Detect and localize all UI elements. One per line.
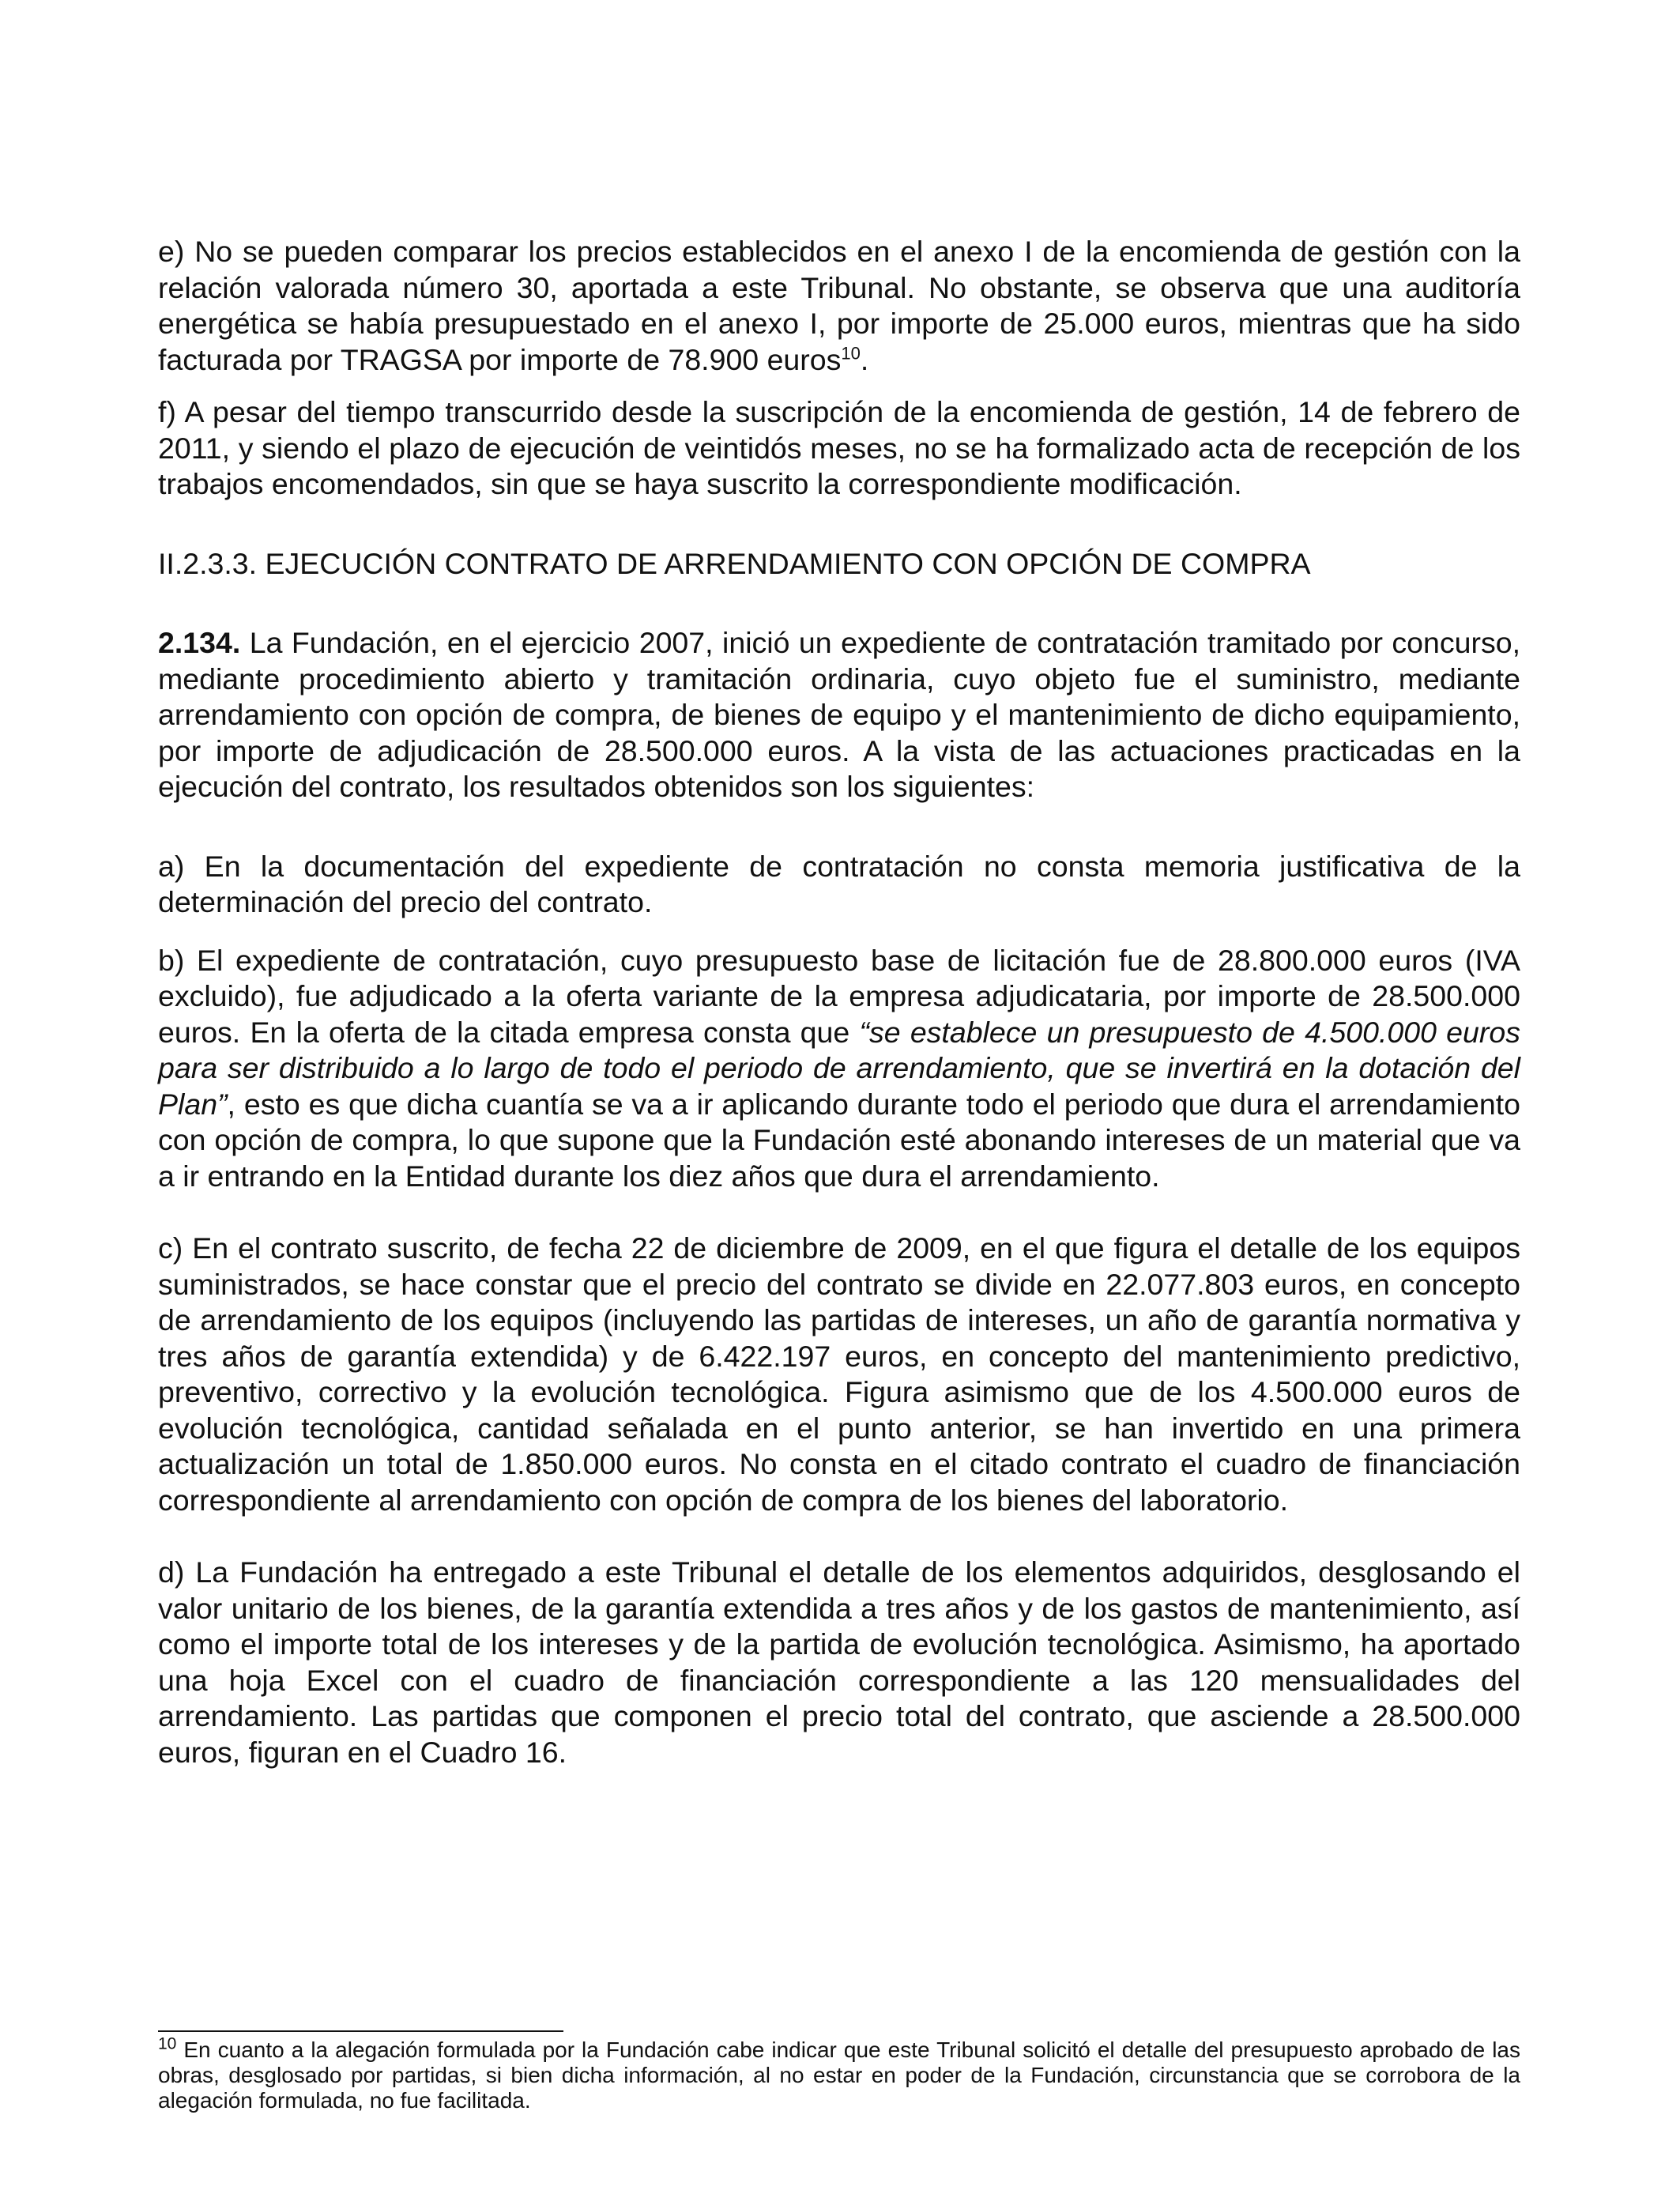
paragraph-e-text: e) No se pueden comparar los precios establecidos en el anexo I de la encomienda de gestión con la relación valorada número 30, aportada a este Tribunal. No obstante, se observa que una auditoría energética se había presupuestado en el anexo I, por importe de 25.000 euros, mientras que ha sido facturada por TRAGSA por importe de 78.900 euros: [158, 235, 1520, 376]
footnote-number: 10: [158, 2034, 177, 2053]
paragraph-a: a) En la documentación del expediente de contratación no consta memoria justificativa de la determinación del precio del contrato.: [158, 849, 1520, 918]
footnote-separator: [158, 2030, 563, 2032]
section-heading: II.2.3.3. EJECUCIÓN CONTRATO DE ARRENDAMIENTO CON OPCIÓN DE COMPRA: [158, 546, 1311, 580]
paragraph-b-start: b) El expediente de contratación, cuyo presupuesto base de licitación fue de 28.800.000 euros (IVA excluido), fue adjudicado a la oferta variante de la empresa adjudicataria, por importe de 28.500.000 euros. En la oferta de la citada empresa consta que: [158, 943, 1520, 1049]
footnote-text: En cuanto a la alegación formulada por la Fundación cabe indicar que este Tribunal solicitó el detalle del presupuesto aprobado de las obras, desglosado por partidas, si bien dicha información, al no estar en poder de la Fundación, circunstancia que se corrobora de la alegación formulada, no fue facilitada.: [158, 2038, 1520, 2113]
paragraph-c: c) En el contrato suscrito, de fecha 22 de diciembre de 2009, en el que figura el detalle de los equipos suministrados, se hace constar que el precio del contrato se divide en 22.077.803 euros, en concepto de arrendamiento de los equipos (incluyendo las partidas de intereses, un año de garantía normativa y tres años de garantía extendida) y de 6.422.197 euros, en concepto del mantenimiento predictivo, preventivo, correctivo y la evolución tecnológica. Figura asimismo que de los 4.500.000 euros de evolución tecnológica, cantidad señalada en el punto anterior, se han invertido en una primera actualización un total de 1.850.000 euros. No consta en el citado contrato el cuadro de financiación correspondiente al arrendamiento con opción de compra de los bienes del laboratorio.: [158, 1231, 1520, 1517]
paragraph-2134-text: La Fundación, en el ejercicio 2007, inició un expediente de contratación tramitado por concurso, mediante procedimiento abierto y tramitación ordinaria, cuyo objeto fue el suministro, mediante arrendamiento con opción de compra, de bienes de equipo y el mantenimiento de dicho equipamiento, por importe de adjudicación de 28.500.000 euros. A la vista de las actuaciones practicadas en la ejecución del contrato, los resultados obtenidos son los siguientes:: [158, 626, 1520, 803]
document-body: [158, 234, 1520, 1770]
footnote: [158, 2034, 1520, 2113]
paragraph-b-end: , esto es que dicha cuantía se va a ir aplicando durante todo el periodo que dura el arrendamiento con opción de compra, lo que supone que la Fundación esté abonando intereses de un material que va a ir entrando en la Entidad durante los diez años que dura el arrendamiento.: [158, 1087, 1520, 1193]
paragraph-e: [158, 234, 1520, 378]
paragraph-e-end: .: [860, 342, 869, 376]
paragraph-f: f) A pesar del tiempo transcurrido desde la suscripción de la encomienda de gestión, 14 de febrero de 2011, y siendo el plazo de ejecución de veintidós meses, no se ha formalizado acta de recepción de los trabajos encomendados, sin que se haya suscrito la correspondiente modificación.: [158, 395, 1520, 500]
paragraph-b-quote: “se establece un presupuesto de 4.500.000 euros para ser distribuido a lo largo de todo el periodo de arrendamiento, que se invertirá en la dotación del Plan”: [158, 1015, 1520, 1121]
paragraph-d: d) La Fundación ha entregado a este Tribunal el detalle de los elementos adquiridos, desglosando el valor unitario de los bienes, de la garantía extendida a tres años y de los gastos de mantenimiento, así como el importe total de los intereses y de la partida de evolución tecnológica. Asimismo, ha aportado una hoja Excel con el cuadro de financiación correspondiente a las 120 mensualidades del arrendamiento. Las partidas que componen el precio total del contrato, que asciende a 28.500.000 euros, figuran en el Cuadro 16.: [158, 1555, 1520, 1769]
paragraph-b: [158, 943, 1520, 1195]
paragraph-2134: [158, 625, 1520, 805]
footnote-reference: 10: [841, 343, 861, 363]
paragraph-number: 2.134.: [158, 626, 241, 659]
